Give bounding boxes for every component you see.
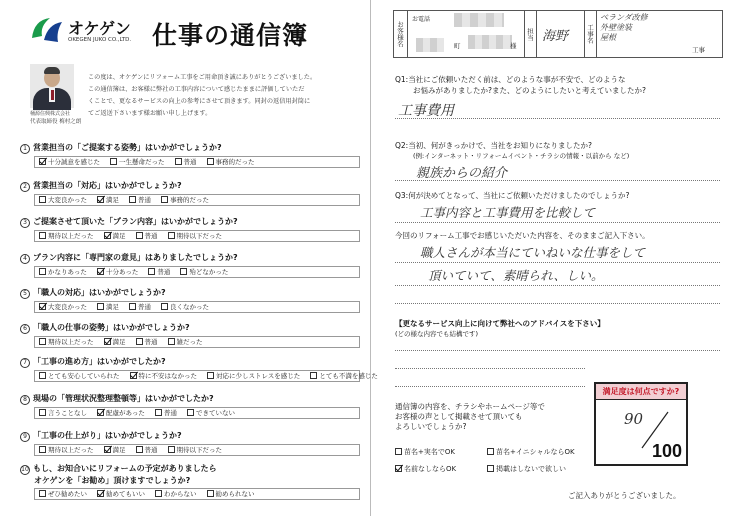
option-checkbox[interactable] — [97, 196, 104, 203]
question-heading — [20, 430, 360, 442]
option-row — [34, 370, 378, 382]
option-item[interactable] — [39, 303, 87, 311]
q4-text: 今回のリフォーム工事でお感じいただいた内容を、そのままご記入下さい。 — [395, 231, 650, 240]
option-checkbox[interactable] — [148, 268, 155, 275]
option-checkbox[interactable] — [39, 268, 46, 275]
question-number: 3 — [20, 218, 30, 228]
option-item[interactable] — [155, 490, 197, 498]
option-checkbox[interactable] — [310, 372, 317, 379]
thanks-text: ご記入ありがとうございました。 — [568, 491, 681, 500]
q1-line — [395, 118, 720, 119]
option-label: 言うことなし — [48, 409, 87, 417]
publish-options: 苗名+実名でOK 苗名+イニシャルならOK 名前なしならOK 掲載はしないで欲しい — [395, 444, 595, 478]
q2-answer: 親族からの紹介 — [416, 166, 508, 181]
option-checkbox[interactable] — [39, 338, 46, 345]
option-checkbox[interactable] — [97, 409, 104, 416]
question-number: 5 — [20, 289, 30, 299]
option-checkbox[interactable] — [104, 232, 111, 239]
option-label: 事務的だった — [215, 158, 255, 166]
option-label: 普通 — [144, 232, 158, 240]
question-text: プラン内容に「専門家の意見」はありましたでしょうか? — [33, 253, 238, 262]
option-checkbox[interactable] — [155, 409, 162, 416]
option-label: 雑だった — [176, 338, 203, 346]
q4-line-2 — [395, 285, 720, 286]
option-label: とても不満を感じた — [319, 372, 378, 380]
option-checkbox[interactable] — [129, 196, 136, 203]
option-checkbox[interactable] — [207, 490, 214, 497]
option-label: 普通 — [144, 338, 158, 346]
option-item[interactable] — [148, 268, 170, 276]
survey-question — [20, 356, 378, 382]
publish-option-checkbox[interactable] — [487, 465, 494, 472]
option-checkbox[interactable] — [39, 196, 46, 203]
option-checkbox[interactable] — [39, 446, 46, 453]
option-label: 普通 — [144, 446, 158, 454]
option-checkbox[interactable] — [207, 158, 214, 165]
option-item[interactable] — [104, 338, 126, 346]
q5-line-1 — [395, 350, 720, 351]
q4-line-1 — [395, 262, 720, 263]
name-redacted — [416, 38, 444, 52]
sama-label: 様 — [510, 42, 517, 50]
option-label: 普通 — [138, 303, 151, 311]
option-item[interactable] — [130, 372, 198, 380]
option-checkbox[interactable] — [97, 268, 104, 275]
q2-line — [395, 180, 720, 181]
option-checkbox[interactable] — [39, 232, 46, 239]
question-text: 現場の「管理状況整理整頓等」はいかがでしたか? — [33, 394, 214, 403]
q5-text: 【更なるサービス向上に向けて弊社へのアドバイスを下さい】 (どの様な内容でも結構です) — [395, 319, 605, 338]
option-item[interactable] — [155, 409, 177, 417]
option-label: 満足 — [106, 303, 119, 311]
question-number: 9 — [20, 432, 30, 442]
option-label: 期待以下だった — [176, 232, 222, 240]
customer-box — [393, 10, 723, 58]
publish-option-checkbox[interactable] — [395, 448, 402, 455]
question-heading — [20, 356, 360, 368]
option-item[interactable] — [168, 338, 203, 346]
option-checkbox[interactable] — [136, 446, 143, 453]
survey-question — [20, 287, 360, 313]
option-item[interactable] — [39, 232, 94, 240]
option-checkbox[interactable] — [155, 490, 162, 497]
option-item[interactable] — [39, 409, 87, 417]
option-checkbox[interactable] — [110, 158, 117, 165]
option-row — [34, 156, 360, 168]
option-label: 配慮があった — [106, 409, 145, 417]
question-text: 「職人の対応」はいかがでしょうか? — [33, 288, 166, 297]
survey-question — [20, 463, 360, 500]
work-label: 工事名 — [584, 11, 597, 57]
option-item[interactable] — [207, 490, 255, 498]
logo-subtext: OKEGEN JUKO CO.,LTD. — [68, 37, 132, 43]
score-title: 満足度は何点ですか? — [596, 384, 686, 400]
question-text: もし、お知合いにリフォームの予定がありましたら — [33, 464, 217, 473]
option-checkbox[interactable] — [39, 158, 46, 165]
option-item[interactable] — [161, 196, 209, 204]
question-heading — [20, 180, 360, 192]
question-heading — [20, 142, 360, 154]
option-row — [34, 266, 360, 278]
question-text-2: オケゲンを「お勧め」頂けますでしょうか? — [34, 476, 191, 485]
work-name: ベランダ改修 外壁塗装 屋根 — [600, 13, 648, 42]
option-label: 普通 — [157, 268, 171, 276]
option-item[interactable] — [110, 158, 165, 166]
option-label: 特に不安はなかった — [138, 372, 197, 380]
option-item[interactable] — [129, 196, 151, 204]
option-checkbox[interactable] — [39, 303, 46, 310]
option-label: できていない — [195, 409, 235, 417]
option-checkbox[interactable] — [97, 490, 104, 497]
score-value: 90 — [624, 410, 644, 428]
option-checkbox[interactable] — [129, 303, 136, 310]
question-number: 6 — [20, 324, 30, 334]
option-checkbox[interactable] — [104, 446, 111, 453]
option-item[interactable] — [207, 158, 255, 166]
survey-question — [20, 393, 360, 419]
option-checkbox[interactable] — [130, 372, 137, 379]
logo — [28, 12, 148, 52]
option-item[interactable] — [175, 158, 197, 166]
option-label: 良くなかった — [170, 303, 209, 311]
option-label: 普通 — [183, 158, 197, 166]
option-checkbox[interactable] — [39, 490, 46, 497]
address-redacted — [468, 35, 512, 49]
question-heading — [20, 393, 360, 405]
question-text: ご提案させて頂いた「プラン内容」はいかがでしょうか? — [33, 217, 238, 226]
option-checkbox[interactable] — [187, 409, 194, 416]
q4-answer-2: 頂いていて、素晴られ、しい。 — [428, 268, 604, 283]
option-label: 勧められない — [215, 490, 255, 498]
option-item[interactable] — [180, 268, 228, 276]
question-heading — [20, 252, 360, 264]
work-suffix: 工事 — [692, 46, 705, 54]
page-title: 仕事の通信簿 — [152, 21, 309, 50]
option-row — [34, 407, 360, 419]
question-heading — [20, 322, 360, 334]
option-row — [34, 194, 360, 206]
option-label: わからない — [164, 490, 197, 498]
option-item[interactable] — [207, 372, 300, 380]
option-item[interactable] — [97, 303, 119, 311]
option-label: 普通 — [163, 409, 177, 417]
q1-answer: 工事費用 — [398, 103, 454, 119]
option-checkbox[interactable] — [136, 338, 143, 345]
option-checkbox[interactable] — [180, 268, 187, 275]
q1-text: Q1:当社にご依頼いただく前は、どのような事が不安で、どのような お悩みがありましたか?また、どのようにしたいと考えていましたか? — [395, 75, 646, 95]
question-text: 「職人の仕事の姿勢」はいかがでしょうか? — [33, 323, 190, 332]
page-divider — [370, 0, 371, 516]
president-role: 代表取締役 梅村之朗 — [30, 119, 82, 125]
option-item[interactable] — [129, 303, 151, 311]
question-number: 10 — [21, 466, 29, 473]
option-row — [34, 301, 360, 313]
option-label: 期待以上だった — [48, 446, 94, 454]
option-item[interactable] — [97, 196, 119, 204]
publish-option-checkbox[interactable] — [395, 465, 402, 472]
option-checkbox[interactable] — [207, 372, 214, 379]
intro-text: この度は、オケゲンにリフォーム工事をご用命頂き誠にありがとうございました。 この通信簿は、お客様に弊社の工事内容について感じたままに評価していただ くことで、更なるサービスの向上の参考にさせて頂きます。同封の返信用封筒に てご返送下さいます様お願い申し上げます。 — [88, 74, 317, 117]
option-item[interactable] — [39, 158, 100, 166]
option-item[interactable] — [39, 372, 120, 380]
question-number: 8 — [20, 395, 30, 405]
option-checkbox[interactable] — [175, 158, 182, 165]
question-number: 4 — [20, 254, 30, 264]
option-item[interactable] — [136, 338, 158, 346]
option-checkbox[interactable] — [168, 232, 175, 239]
question-text: 「工事の仕上がり」はいかがでしょうか? — [33, 431, 182, 440]
option-checkbox[interactable] — [168, 338, 175, 345]
question-heading — [20, 216, 360, 228]
q5-line-3 — [395, 386, 585, 387]
q4-answer-1: 職人さんが本当にていねいな仕事をして — [420, 245, 646, 260]
option-label: 満足 — [112, 446, 126, 454]
town-label: 町 — [454, 42, 461, 50]
survey-question — [20, 216, 360, 242]
option-label: 一生懸命だった — [119, 158, 165, 166]
question-number: 2 — [20, 182, 30, 192]
publish-option-checkbox[interactable] — [487, 448, 494, 455]
q4-line-3 — [395, 303, 720, 304]
option-label: 満足 — [112, 338, 126, 346]
option-label: 満足 — [106, 196, 119, 204]
phone-label: お電話 — [412, 16, 431, 23]
option-row — [34, 444, 360, 456]
question-text: 「工事の進め方」はいかがでしたか? — [33, 357, 166, 366]
option-checkbox[interactable] — [39, 372, 46, 379]
option-item[interactable] — [161, 303, 209, 311]
option-label: 期待以下だった — [176, 446, 222, 454]
option-item[interactable] — [168, 446, 223, 454]
option-label: 勧めてもいい — [106, 490, 145, 498]
president-company: 桶源住興株式会社 — [30, 111, 71, 117]
option-item[interactable] — [97, 490, 145, 498]
question-heading — [20, 463, 360, 475]
option-item[interactable] — [310, 372, 378, 380]
option-label: 事務的だった — [170, 196, 209, 204]
option-item[interactable] — [39, 490, 87, 498]
question-text: 営業担当の「対応」はいかがでしょうか? — [33, 181, 182, 190]
option-label: 十分あった — [105, 268, 139, 276]
option-label: 期待以上だった — [48, 232, 94, 240]
option-label: 十分誠意を感じた — [48, 158, 100, 166]
survey-question — [20, 322, 360, 348]
option-checkbox[interactable] — [161, 196, 168, 203]
president-photo — [30, 64, 74, 108]
question-number: 1 — [20, 144, 30, 154]
option-label: 期待以上だった — [48, 338, 94, 346]
option-checkbox[interactable] — [168, 446, 175, 453]
option-checkbox[interactable] — [104, 338, 111, 345]
option-label: 対応に少しストレスを感じた — [216, 372, 301, 380]
q3-line — [395, 222, 720, 223]
survey-question — [20, 430, 360, 456]
logo-mark-icon — [28, 14, 66, 48]
customer-name-label: お客様名 — [394, 11, 408, 57]
option-label: 殆どなかった — [189, 268, 229, 276]
option-item[interactable] — [187, 409, 235, 417]
option-item[interactable] — [104, 446, 126, 454]
option-label: ぜひ勧めたい — [48, 490, 87, 498]
option-row — [34, 488, 360, 500]
staff-label: 担当 — [524, 11, 537, 57]
survey-question — [20, 252, 360, 278]
question-number: 7 — [20, 358, 30, 368]
score-box — [594, 382, 688, 466]
option-item[interactable] — [136, 446, 158, 454]
question-heading — [20, 287, 360, 299]
option-item[interactable] — [97, 268, 138, 276]
q2-text: Q2:当初、何がきっかけで、当社をお知りになりましたか? (例:インターネット・リフォームイベント・チラシの情報・以前から など) — [395, 141, 630, 160]
survey-question — [20, 142, 360, 168]
option-label: 満足 — [112, 232, 126, 240]
option-item[interactable] — [39, 196, 87, 204]
option-checkbox[interactable] — [161, 303, 168, 310]
logo-text: オケゲン — [68, 21, 131, 38]
option-label: 大変良かった — [48, 196, 87, 204]
option-checkbox[interactable] — [39, 409, 46, 416]
option-item[interactable] — [97, 409, 145, 417]
option-item[interactable] — [168, 232, 223, 240]
option-label: とても安心していられた — [48, 372, 120, 380]
option-label: 普通 — [138, 196, 151, 204]
staff-name: 海野 — [542, 29, 569, 44]
option-item[interactable] — [39, 446, 94, 454]
option-item[interactable] — [136, 232, 158, 240]
q6-text: 通信簿の内容を、チラシやホームページ等で お客様の声として掲載させて頂いても よろしいでしょうか? — [395, 402, 545, 431]
score-max: 100 — [651, 441, 682, 461]
option-checkbox[interactable] — [136, 232, 143, 239]
option-label: 大変良かった — [48, 303, 87, 311]
q5-line-2 — [395, 368, 585, 369]
option-label: かなりあった — [48, 268, 87, 276]
option-checkbox[interactable] — [97, 303, 104, 310]
q3-answer: 工事内容と工事費用を比較して — [420, 205, 596, 220]
phone-redacted — [454, 13, 504, 27]
option-item[interactable] — [39, 268, 87, 276]
option-row — [34, 336, 360, 348]
question-text: 営業担当の「ご提案する姿勢」はいかがでしょうか? — [33, 143, 222, 152]
option-item[interactable] — [104, 232, 126, 240]
option-row — [34, 230, 360, 242]
option-item[interactable] — [39, 338, 94, 346]
survey-question — [20, 180, 360, 206]
q3-text: Q3:何が決めてとなって、当社にご依頼いただけましたのでしょうか? — [395, 191, 630, 200]
